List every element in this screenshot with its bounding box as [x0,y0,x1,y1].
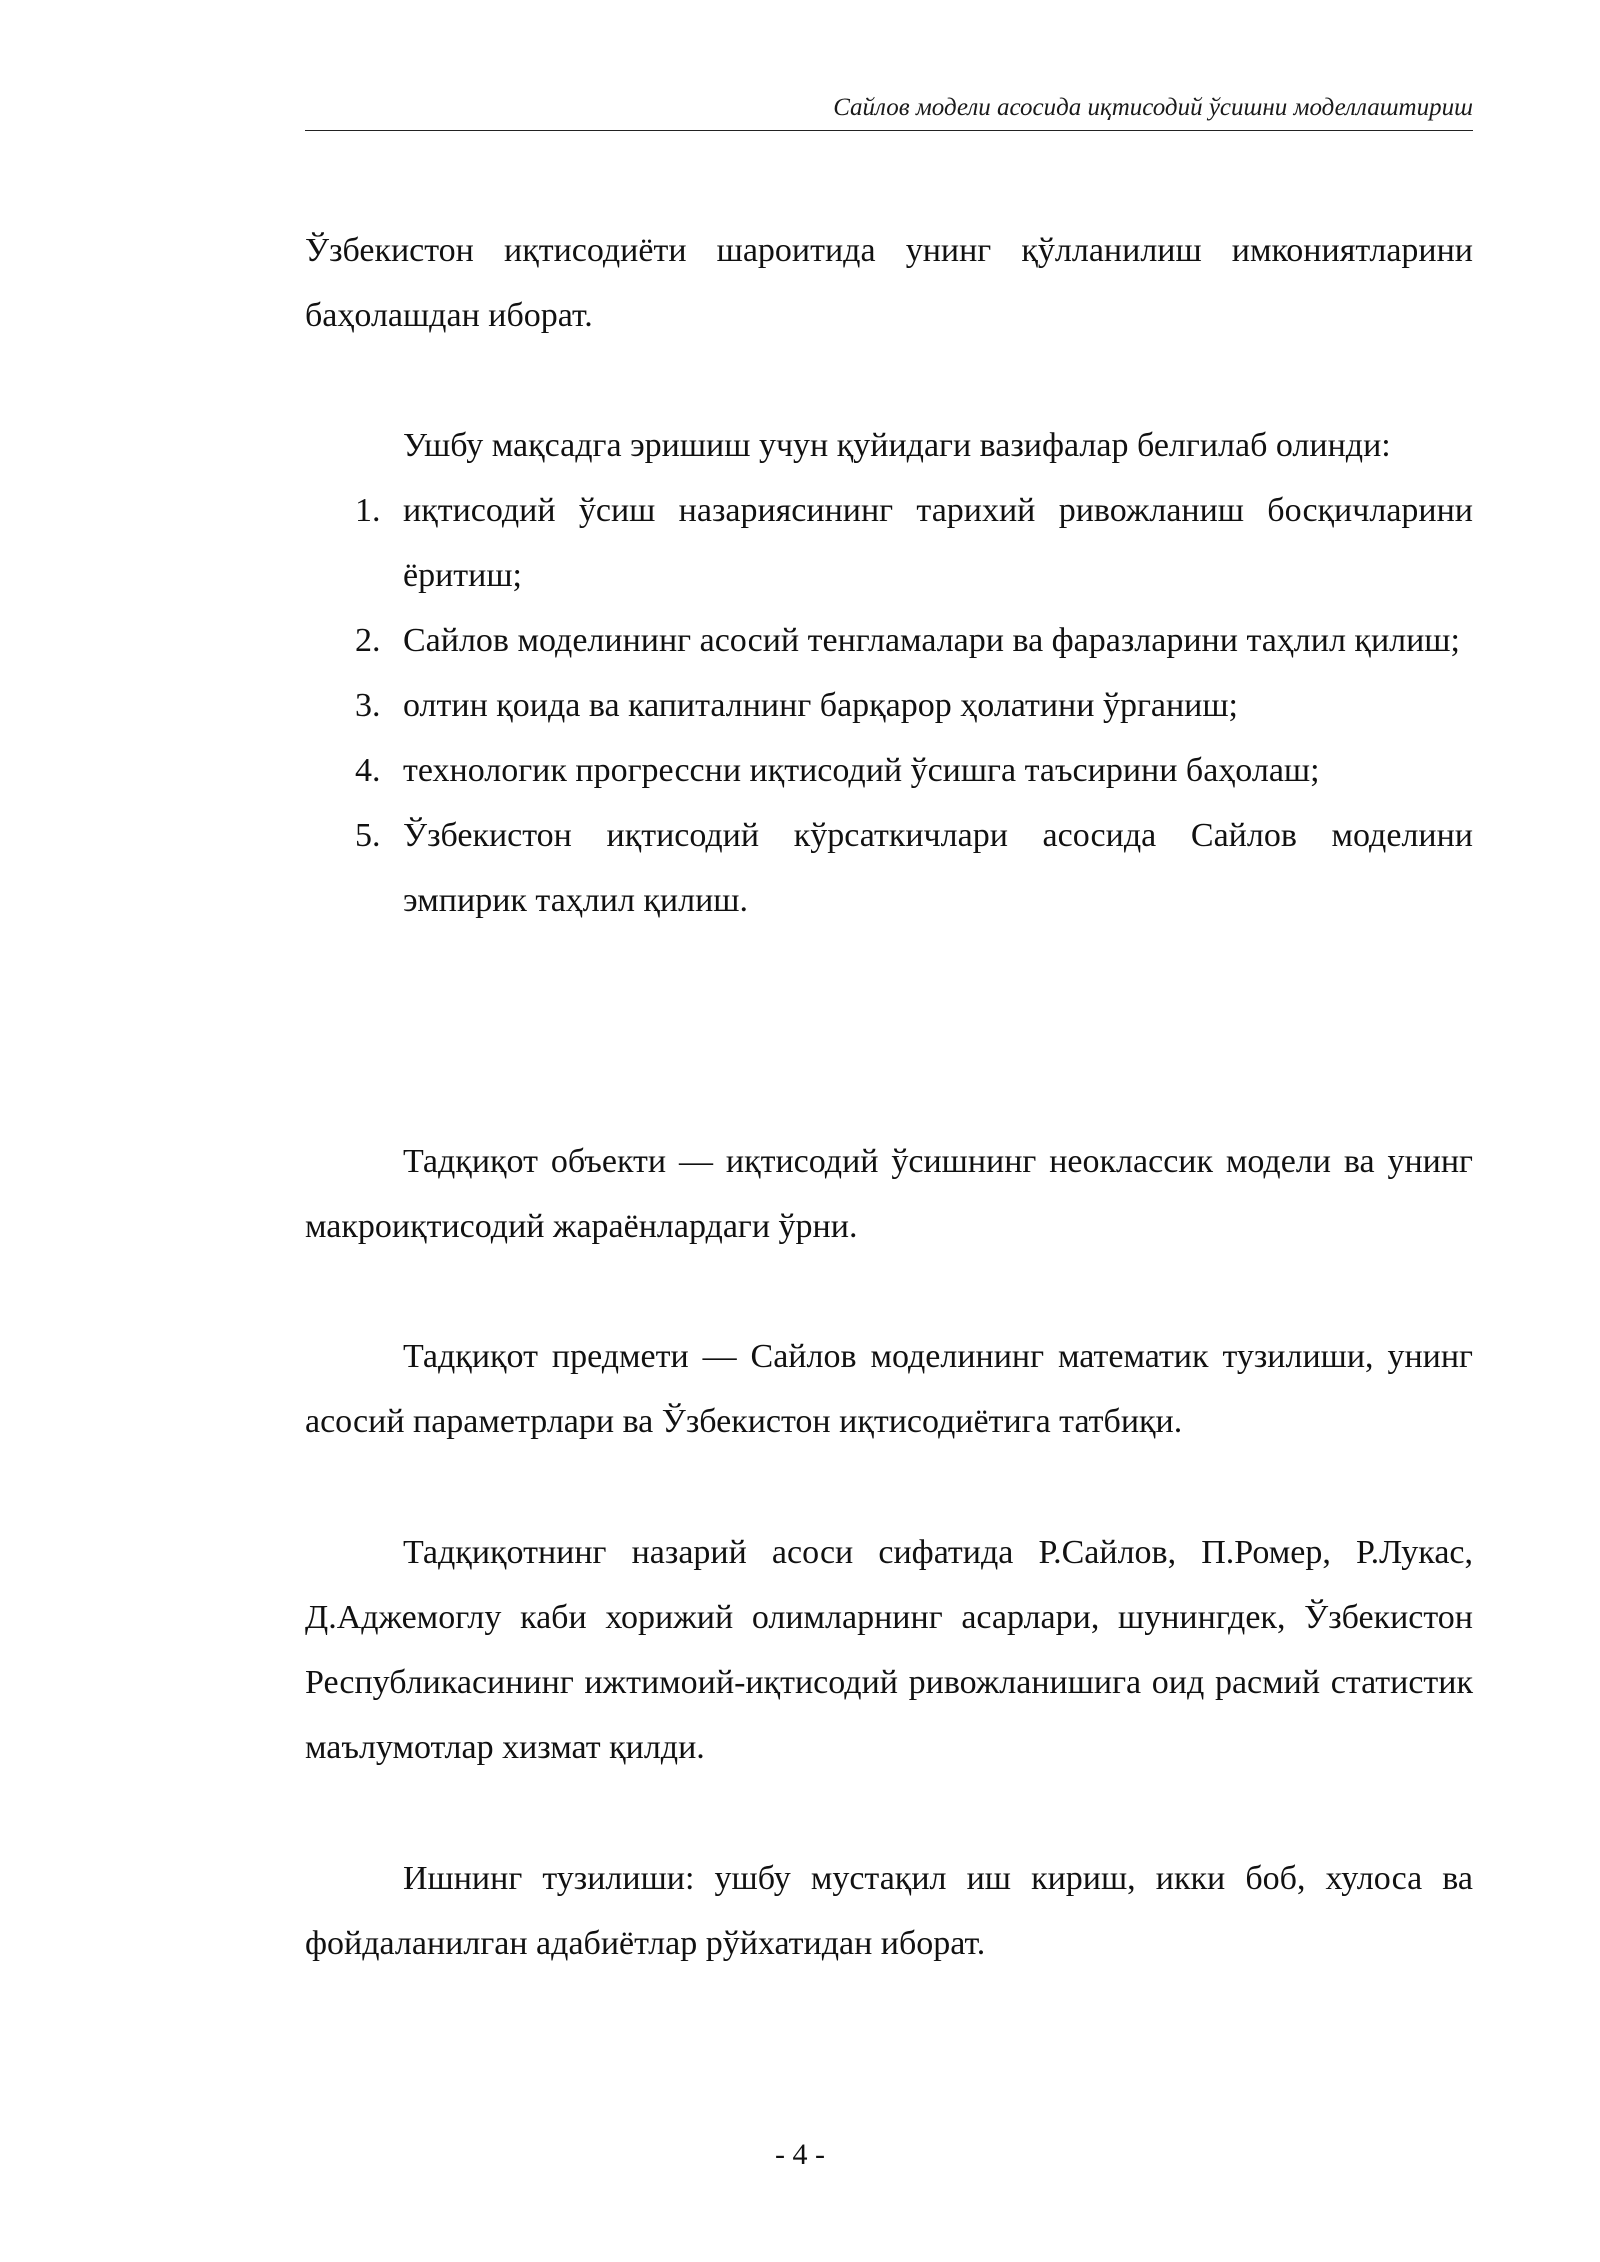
theory-block [305,1520,1473,1780]
task-item-3 [305,673,1473,738]
work-structure-paragraph: Ишнинг тузилиши: ушбу мустақил иш кириш, икки боб, хулоса ва фойдаланилган адабиётлар рўйхатидан иборат. [305,1860,1473,1962]
task-number: 2. [355,622,381,659]
tasks-list [305,478,1473,933]
tasks-lead: Ушбу мақсадга эришиш учун қуйидаги вазифалар белгилаб олинди: [403,427,1391,464]
task-text: олтин қоида ва капиталнинг барқарор ҳолатини ўрганиш; [403,687,1238,724]
header-rule [305,130,1473,131]
task-text: Сайлов моделининг асосий тенгламалари ва фаразларини таҳлил қилиш; [403,622,1460,659]
task-item-2 [305,608,1473,673]
task-number: 3. [355,687,381,724]
task-text: иқтисодий ўсиш назариясининг тарихий ривожланиш босқичларини ёритиш; [403,492,1473,594]
running-header: Сайлов модели асосида иқтисодий ўсишни моделлаштириш [833,94,1473,121]
task-number: 5. [355,817,381,854]
page-number: - 4 - [775,2138,825,2171]
task-text: технологик прогрессни иқтисодий ўсишга таъсирини баҳолаш; [403,752,1320,789]
task-item-1 [305,478,1473,608]
intro-continuation: Ўзбекистон иқтисодиёти шароитида унинг қўлланилиш имкониятларини баҳолашдан иборат. [305,232,1473,334]
task-number: 4. [355,752,381,789]
research-object-paragraph: Тадқиқот объекти — иқтисодий ўсишнинг неоклассик модели ва унинг макроиқтисодий жараёнлардаги ўрни. [305,1143,1473,1245]
object-block [305,1129,1473,1259]
subject-block [305,1324,1473,1454]
tasks-block [305,413,1473,933]
task-number: 1. [355,492,381,529]
theoretical-basis-paragraph: Тадқиқотнинг назарий асоси сифатида Р.Сайлов, П.Ромер, Р.Лукас, Д.Аджемоглу каби хорижий олимларнинг асарлари, шунингдек, Ўзбекистон Республикасининг ижтимоий-иқтисодий ривожланишига оид расмий статистик маълумотлар хизмат қилди. [305,1534,1473,1766]
task-item-4 [305,738,1473,803]
task-item-5 [305,803,1473,933]
structure-block [305,1846,1473,1976]
research-subject-paragraph: Тадқиқот предмети — Сайлов моделининг математик тузилиши, унинг асосий параметрлари ва Ўзбекистон иқтисодиётига татбиқи. [305,1338,1473,1440]
task-text: Ўзбекистон иқтисодий кўрсаткичлари асосида Сайлов моделини эмпирик таҳлил қилиш. [403,817,1473,919]
intro-block [305,218,1473,348]
